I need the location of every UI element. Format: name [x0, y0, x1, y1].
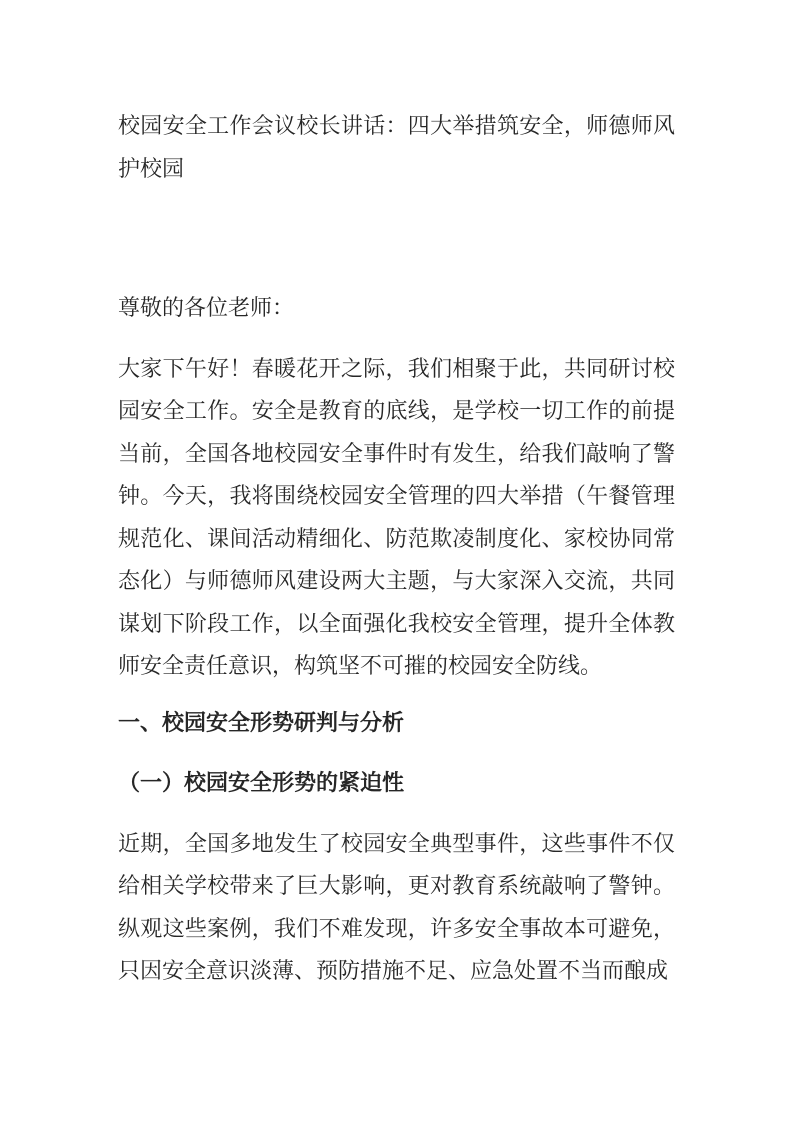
salutation: 尊敬的各位老师： — [118, 295, 295, 320]
section-1-1-heading: （一）校园安全形势的紧迫性 — [118, 770, 405, 795]
section-1-1-paragraph: 近期，全国多地发生了校园安全典型事件，这些事件不仅给相关学校带来了巨大影响，更对教育系统敲响了警钟。纵观这些案例，我们不难发现，许多安全事故本可避免，只因安全意识淡薄、预防措施不足、应急处置不当而酿成 — [118, 830, 675, 983]
opening-paragraph: 大家下午好！春暖花开之际，我们相聚于此，共同研讨校园安全工作。安全是教育的底线，是学校一切工作的前提当前，全国各地校园安全事件时有发生，给我们敲响了警钟。今天，我将围绕校园安全管理的四大举措（午餐管理规范化、课间活动精细化、防范欺凌制度化、家校协同常态化）与师德师风建设两大主题，与大家深入交流，共同谋划下阶段工作，以全面强化我校安全管理，提升全体教师安全责任意识，构筑坚不可摧的校园安全防线。 — [118, 355, 675, 678]
section-1-heading: 一、校园安全形势研判与分析 — [118, 709, 405, 735]
document-title: 校园安全工作会议校长讲话：四大举措筑安全，师德师风护校园 — [118, 113, 675, 181]
